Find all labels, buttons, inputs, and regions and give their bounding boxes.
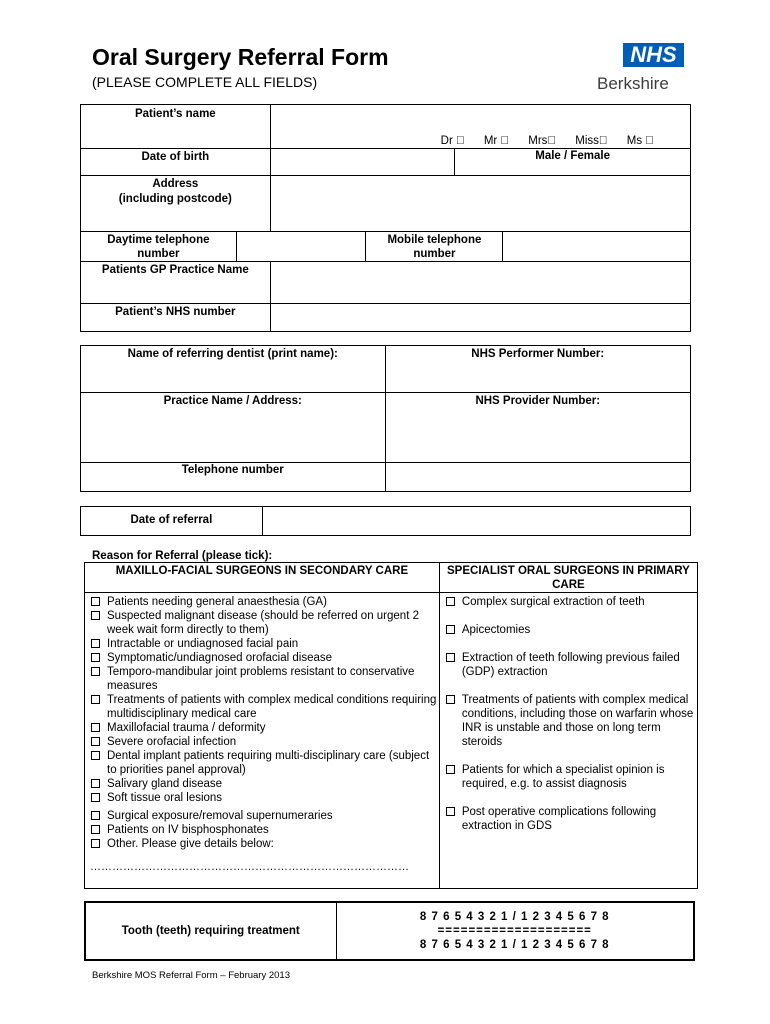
- item-label: Soft tissue oral lesions: [107, 792, 223, 804]
- mobile-cell: [366, 232, 691, 262]
- mobile-phone-field[interactable]: [503, 232, 690, 261]
- title-option-dr[interactable]: Dr: [440, 135, 453, 147]
- checkbox[interactable]: [91, 597, 100, 606]
- dentist-name-label[interactable]: Name of referring dentist (print name):: [81, 346, 386, 393]
- title-option-miss[interactable]: Miss: [543, 135, 567, 147]
- checkbox[interactable]: [446, 695, 455, 704]
- checkbox[interactable]: [91, 811, 100, 820]
- teeth-table: [84, 901, 695, 961]
- secondary-item[interactable]: [85, 651, 439, 665]
- nhs-logo: NHS: [623, 43, 684, 67]
- item-label: Apicectomies: [461, 624, 531, 636]
- footer-text: Berkshire MOS Referral Form – February 2013: [92, 970, 290, 981]
- dentist-phone-field[interactable]: [385, 463, 691, 492]
- item-label: Dental implant patients requiring multi-disciplinary care (subject to priorities panel approval): [107, 750, 430, 776]
- patient-details-table: [80, 104, 691, 332]
- secondary-care-heading: MAXILLO-FACIAL SURGEONS IN SECONDARY CARE: [85, 563, 440, 593]
- daytime-phone-label: [81, 232, 237, 262]
- tooth-chart[interactable]: [336, 902, 694, 960]
- teeth-divider: ====================: [437, 925, 592, 937]
- mobile-phone-label-line1: Mobile telephone: [387, 234, 482, 246]
- checkbox[interactable]: [91, 825, 100, 834]
- checkbox[interactable]: [91, 737, 100, 746]
- gp-practice-field[interactable]: [270, 262, 690, 304]
- secondary-item[interactable]: [85, 609, 439, 637]
- teeth-label: Tooth (teeth) requiring treatment: [85, 902, 336, 960]
- item-label: Treatments of patients with complex medical conditions, including those on warfarin whose INR is unstable and those on long term steroids: [461, 694, 694, 748]
- secondary-item[interactable]: [85, 721, 439, 735]
- checkbox[interactable]: [91, 839, 100, 848]
- item-label: Maxillofacial trauma / deformity: [107, 722, 266, 734]
- item-label: Suspected malignant disease (should be referred on urgent 2 week wait form directly to them): [107, 610, 419, 636]
- gp-practice-label: Patients GP Practice Name: [81, 262, 271, 304]
- daytime-phone-field[interactable]: [236, 232, 366, 262]
- title-options: [441, 135, 670, 147]
- patient-name-field[interactable]: [270, 105, 690, 149]
- secondary-item[interactable]: [85, 777, 439, 791]
- checkbox[interactable]: [446, 807, 455, 816]
- practice-address-label[interactable]: Practice Name / Address:: [81, 393, 386, 463]
- nhs-number-label: Patient’s NHS number: [81, 304, 271, 332]
- secondary-item[interactable]: [85, 837, 439, 851]
- secondary-care-list-cell: [85, 593, 440, 889]
- referral-date-label: Date of referral: [81, 507, 263, 536]
- secondary-item[interactable]: [85, 809, 439, 823]
- checkbox[interactable]: [91, 611, 100, 620]
- primary-item[interactable]: [440, 595, 697, 609]
- dentist-phone-label[interactable]: Telephone number: [81, 463, 386, 492]
- primary-item[interactable]: [440, 651, 697, 679]
- address-label-line1: Address: [152, 178, 199, 190]
- secondary-item[interactable]: [85, 693, 439, 721]
- item-label: Patients for which a specialist opinion is required, e.g. to assist diagnosis: [461, 764, 665, 790]
- checkbox[interactable]: [446, 653, 455, 662]
- checkbox[interactable]: [446, 597, 455, 606]
- referral-date-field[interactable]: [262, 507, 690, 536]
- secondary-item[interactable]: [85, 637, 439, 651]
- item-label: Salivary gland disease: [107, 778, 223, 790]
- upper-teeth[interactable]: 8 7 6 5 4 3 2 1 / 1 2 3 4 5 6 7 8: [419, 911, 610, 923]
- logo-subtitle: Berkshire: [597, 74, 669, 93]
- primary-care-list-cell: [439, 593, 697, 889]
- secondary-item[interactable]: [85, 791, 439, 805]
- item-label: Treatments of patients with complex medical conditions requiring multidisciplinary medical care: [107, 694, 437, 720]
- referral-date-table: [80, 506, 691, 536]
- item-label: Severe orofacial infection: [107, 736, 237, 748]
- checkbox[interactable]: [91, 653, 100, 662]
- item-label: Symptomatic/undiagnosed orofacial disease: [107, 652, 333, 664]
- primary-care-list: [440, 595, 697, 833]
- secondary-care-list: [85, 595, 439, 851]
- checkbox[interactable]: [91, 793, 100, 802]
- item-label: Temporo-mandibular joint problems resistant to conservative measures: [107, 666, 415, 692]
- address-label: [81, 176, 271, 232]
- mobile-phone-label: [366, 232, 503, 261]
- item-label: Intractable or undiagnosed facial pain: [107, 638, 299, 650]
- lower-teeth[interactable]: 8 7 6 5 4 3 2 1 / 1 2 3 4 5 6 7 8: [419, 939, 610, 951]
- checkbox[interactable]: [91, 695, 100, 704]
- primary-item[interactable]: [440, 623, 697, 637]
- title-option-mr[interactable]: Mr: [472, 135, 486, 147]
- address-field[interactable]: [270, 176, 690, 232]
- daytime-phone-label-line2: number: [137, 248, 180, 260]
- checkbox[interactable]: [446, 765, 455, 774]
- page-title: Oral Surgery Referral Form: [92, 44, 389, 70]
- secondary-item[interactable]: [85, 749, 439, 777]
- referral-reasons-table: [84, 562, 698, 889]
- item-label: Extraction of teeth following previous failed (GDP) extraction: [461, 652, 680, 678]
- dentist-details-table: [80, 345, 691, 492]
- item-label: Surgical exposure/removal supernumeraries: [107, 810, 333, 822]
- dob-field[interactable]: [270, 149, 455, 176]
- secondary-item[interactable]: [85, 595, 439, 609]
- gender-option[interactable]: Male / Female: [455, 149, 691, 176]
- item-label: Post operative complications following extraction in GDS: [461, 806, 657, 832]
- mobile-phone-label-line2: number: [413, 248, 456, 260]
- secondary-item[interactable]: [85, 823, 439, 837]
- secondary-item[interactable]: [85, 665, 439, 693]
- checkbox[interactable]: [91, 779, 100, 788]
- primary-item[interactable]: [440, 763, 697, 791]
- primary-item[interactable]: [440, 805, 697, 833]
- patient-name-label: Patient’s name: [81, 105, 271, 149]
- checkbox[interactable]: [91, 639, 100, 648]
- reason-label: Reason for Referral (please tick):: [92, 550, 273, 562]
- item-label: Patients needing general anaesthesia (GA): [107, 596, 327, 608]
- secondary-item[interactable]: [85, 735, 439, 749]
- performer-number-label[interactable]: NHS Performer Number:: [385, 346, 691, 393]
- primary-item[interactable]: [440, 693, 697, 749]
- checkbox[interactable]: [91, 751, 100, 760]
- provider-number-label[interactable]: NHS Provider Number:: [385, 393, 691, 463]
- primary-care-heading: SPECIALIST ORAL SURGEONS IN PRIMARY CARE: [439, 563, 697, 593]
- address-label-line2: (including postcode): [118, 193, 232, 205]
- dob-label: Date of birth: [81, 149, 271, 176]
- checkbox[interactable]: [91, 667, 100, 676]
- checkbox[interactable]: [446, 625, 455, 634]
- title-option-ms[interactable]: Ms: [585, 135, 602, 147]
- other-details-line[interactable]: ……………………………………………………………………………: [90, 861, 409, 873]
- checkbox[interactable]: [91, 723, 100, 732]
- page-subtitle: (PLEASE COMPLETE ALL FIELDS): [92, 74, 318, 90]
- item-label: Patients on IV bisphosphonates: [107, 824, 269, 836]
- item-label: Other. Please give details below:: [107, 838, 274, 850]
- title-option-mrs[interactable]: Mrs: [504, 135, 524, 147]
- nhs-number-field[interactable]: [270, 304, 690, 332]
- item-label: Complex surgical extraction of teeth: [461, 596, 645, 608]
- daytime-phone-label-line1: Daytime telephone: [107, 234, 210, 246]
